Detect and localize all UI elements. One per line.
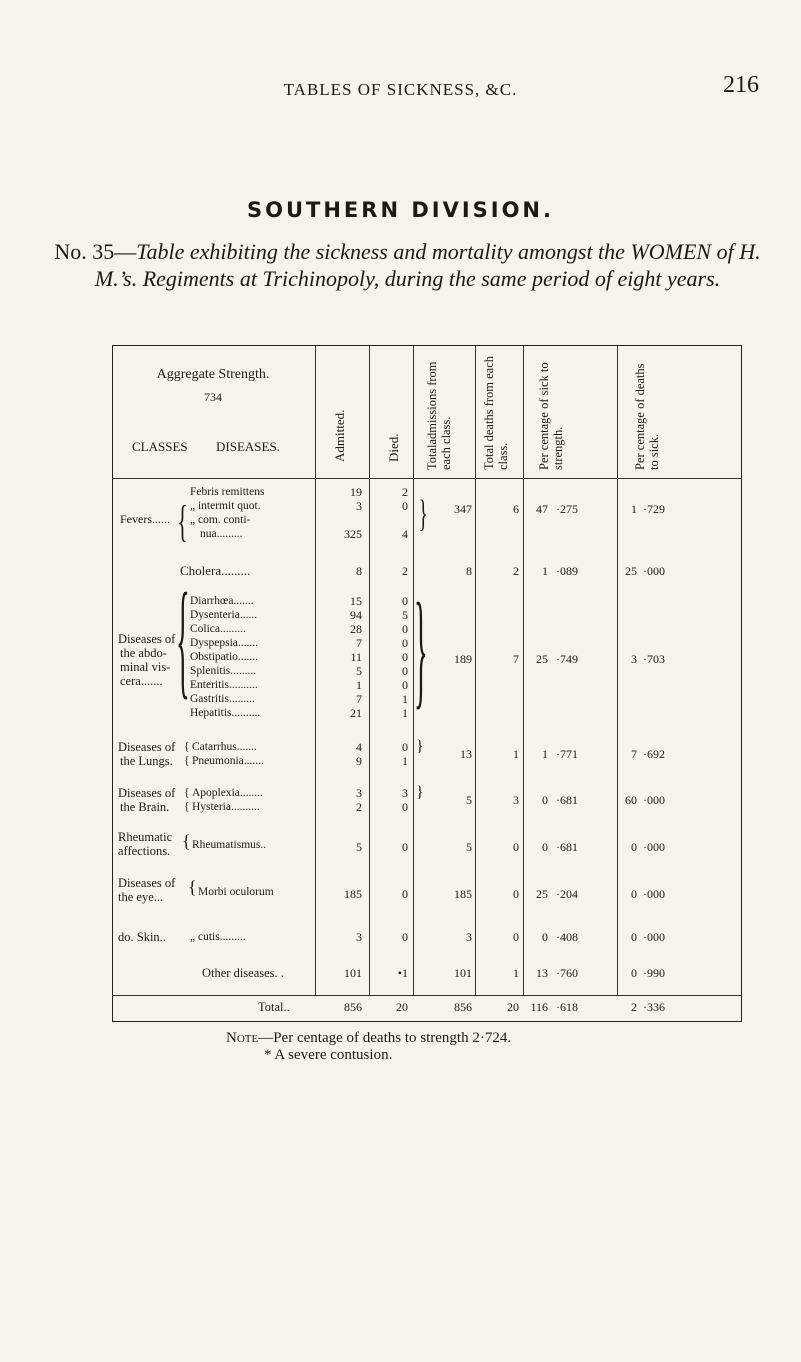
- brace: }: [416, 784, 424, 801]
- pct-deaths-dec: ·000: [643, 930, 665, 944]
- header-rule: [113, 478, 741, 479]
- class-label: the Brain.: [120, 800, 170, 814]
- died: 0: [402, 499, 408, 513]
- died: 4: [402, 527, 408, 541]
- disease: Splenitis.........: [190, 665, 257, 677]
- pct-deaths-dec: ·692: [643, 747, 665, 761]
- brace: {: [177, 497, 188, 546]
- total-admissions: 8: [466, 564, 472, 578]
- note-text: —Per centage of deaths to strength 2·724.: [258, 1030, 512, 1046]
- total-admissions: 5: [466, 840, 472, 854]
- admitted: 94: [350, 608, 362, 622]
- died: 0: [402, 740, 408, 754]
- brace: }: [416, 738, 424, 755]
- brace: {: [176, 567, 190, 711]
- header-total-deaths: Total deaths from each class.: [482, 355, 510, 470]
- total-deaths: 2: [513, 564, 519, 578]
- admitted: 2: [356, 800, 362, 814]
- admitted: 7: [356, 692, 362, 706]
- pct-deaths-int: 7: [631, 747, 637, 761]
- class-label: do. Skin..: [118, 930, 166, 944]
- pct-sick-dec: ·681: [556, 793, 578, 807]
- pct-sick-dec: ·275: [556, 502, 578, 516]
- died: 0: [402, 840, 408, 854]
- total-deaths: 0: [513, 840, 519, 854]
- pct-sick-int: 13: [536, 966, 548, 980]
- class-label: minal vis-: [120, 660, 171, 674]
- class-label: the eye...: [118, 890, 164, 904]
- header-strength: 734: [204, 390, 222, 404]
- class-label: the abdo-: [120, 646, 167, 660]
- admitted: 5: [356, 840, 362, 854]
- disease: Rheumatismus..: [192, 839, 267, 851]
- pct-sick-int: 1: [542, 747, 548, 761]
- class-label: Cholera.........: [180, 563, 251, 578]
- pct-sick-int: 1: [542, 564, 548, 578]
- pct-sick-dec: ·681: [556, 840, 578, 854]
- disease: „ com. conti-: [190, 514, 251, 526]
- total-admissions: 347: [454, 502, 472, 516]
- brace: {: [188, 877, 197, 897]
- total-deaths: 6: [513, 502, 519, 516]
- disease: Apoplexia........: [192, 787, 263, 799]
- running-head: TABLES OF SICKNESS, &C.: [283, 80, 518, 99]
- brace: {: [184, 787, 190, 799]
- total-admissions: 856: [454, 1000, 472, 1014]
- header-pct-sick: Per centage of sick to strength.: [537, 362, 565, 470]
- pct-deaths-dec: ·336: [643, 1000, 665, 1014]
- class-label: Rheumatic: [118, 830, 173, 844]
- died: 0: [402, 678, 408, 692]
- disease: Colica.........: [190, 623, 246, 635]
- total-admissions: 13: [460, 747, 472, 761]
- brace: {: [184, 801, 190, 813]
- caption-text: Table exhibiting the sickness and mortality amongst the WOMEN of H. M.’s. Regiments at Trichinopoly, during the same period of eight years.: [94, 239, 761, 291]
- class-label: Diseases of: [118, 632, 176, 646]
- died: •1: [397, 966, 408, 980]
- admitted: 3: [356, 499, 362, 513]
- pct-deaths-int: 2: [631, 1000, 637, 1014]
- pct-deaths-dec: ·703: [643, 652, 665, 666]
- disease: Dysenteria......: [190, 609, 258, 621]
- disease: Diarrhœa.......: [190, 595, 254, 607]
- pct-sick-dec: ·408: [556, 930, 578, 944]
- division-heading: SOUTHERN DIVISION.: [247, 198, 554, 222]
- disease: Hepatitis..........: [190, 707, 261, 719]
- died: 20: [396, 1000, 408, 1014]
- died: 0: [402, 930, 408, 944]
- header-died: Died.: [386, 433, 401, 462]
- class-label: Other diseases. .: [202, 966, 284, 980]
- class-label: Diseases of: [118, 876, 176, 890]
- admitted: 1: [356, 678, 362, 692]
- admitted: 19: [350, 485, 362, 499]
- disease: Catarrhus.......: [192, 741, 257, 753]
- total-admissions: 185: [454, 887, 472, 901]
- class-label: affections.: [118, 844, 171, 858]
- total-deaths: 20: [507, 1000, 519, 1014]
- total-label: Total..: [258, 1000, 290, 1014]
- pct-sick-int: 25: [536, 887, 548, 901]
- died: 0: [402, 887, 408, 901]
- disease: nua.........: [200, 528, 243, 540]
- died: 2: [402, 564, 408, 578]
- disease: Febris remittens: [190, 486, 265, 498]
- died: 0: [402, 664, 408, 678]
- total-deaths: 7: [513, 652, 519, 666]
- class-label: Fevers......: [120, 512, 170, 526]
- pct-deaths-int: 0: [631, 930, 637, 944]
- disease: „ intermit quot.: [190, 500, 261, 512]
- pct-deaths-int: 1: [631, 502, 637, 516]
- pct-sick-int: 0: [542, 930, 548, 944]
- disease: Obstipatio.......: [190, 651, 259, 663]
- pct-sick-dec: ·618: [556, 1000, 578, 1014]
- pct-deaths-int: 0: [631, 840, 637, 854]
- total-admissions: 101: [454, 966, 472, 980]
- disease: Pneumonia.......: [192, 755, 264, 767]
- brace: {: [184, 741, 190, 753]
- header-pct-deaths: Per centage of deaths to sick.: [633, 363, 661, 470]
- died: 0: [402, 594, 408, 608]
- died: 0: [402, 636, 408, 650]
- total-admissions: 3: [466, 930, 472, 944]
- disease: Enteritis..........: [190, 679, 258, 691]
- total-admissions: 189: [454, 652, 472, 666]
- disease: Dyspepsia.......: [190, 637, 259, 649]
- pct-sick-int: 25: [536, 652, 548, 666]
- disease: „ cutis.........: [190, 931, 246, 943]
- total-deaths: 1: [513, 747, 519, 761]
- header-diseases: DISEASES.: [216, 439, 280, 454]
- class-label: Diseases of: [118, 740, 176, 754]
- header-classes: CLASSES: [132, 439, 188, 454]
- pct-sick-int: 0: [542, 793, 548, 807]
- admitted: 8: [356, 564, 362, 578]
- admitted: 185: [344, 887, 362, 901]
- pct-sick-dec: ·089: [556, 564, 578, 578]
- pct-deaths-dec: ·000: [643, 840, 665, 854]
- admitted: 9: [356, 754, 362, 768]
- caption-number: No. 35—: [54, 239, 137, 264]
- admitted: 3: [356, 786, 362, 800]
- pct-deaths-dec: ·729: [643, 502, 665, 516]
- died: 0: [402, 622, 408, 636]
- died: 0: [402, 650, 408, 664]
- died: 2: [402, 485, 408, 499]
- admitted: 3: [356, 930, 362, 944]
- pct-deaths-dec: ·000: [643, 887, 665, 901]
- admitted: 21: [350, 706, 362, 720]
- pct-deaths-int: 0: [631, 966, 637, 980]
- brace: {: [184, 755, 190, 767]
- disease: Gastritis.........: [190, 693, 255, 705]
- brace: }: [414, 577, 428, 721]
- died: 1: [402, 692, 408, 706]
- total-deaths: 0: [513, 930, 519, 944]
- page-number: 216: [723, 72, 759, 98]
- disease: Morbi oculorum: [198, 886, 274, 898]
- admitted: 28: [350, 622, 362, 636]
- table-caption: [40, 238, 775, 292]
- pct-deaths-int: 60: [625, 793, 637, 807]
- disease: Hysteria..........: [192, 801, 260, 813]
- pct-deaths-dec: ·990: [643, 966, 665, 980]
- brace: }: [418, 493, 428, 535]
- header-total-admissions: Totaladmissions from each class.: [425, 361, 453, 470]
- pct-sick-dec: ·760: [556, 966, 578, 980]
- total-rule: [113, 995, 741, 996]
- percentage-note: [226, 1030, 511, 1047]
- admitted: 856: [344, 1000, 362, 1014]
- admitted: 11: [350, 650, 362, 664]
- died: 3: [402, 786, 408, 800]
- died: 5: [402, 608, 408, 622]
- total-admissions: 5: [466, 793, 472, 807]
- pct-sick-dec: ·204: [556, 887, 578, 901]
- pct-sick-dec: ·771: [556, 747, 578, 761]
- admitted: 5: [356, 664, 362, 678]
- pct-deaths-int: 3: [631, 652, 637, 666]
- pct-deaths-int: 0: [631, 887, 637, 901]
- admitted: 15: [350, 594, 362, 608]
- table-notes: [226, 1030, 511, 1064]
- admitted: 325: [344, 527, 362, 541]
- pct-sick-int: 116: [530, 1000, 548, 1014]
- total-deaths: 1: [513, 966, 519, 980]
- class-label: Diseases of: [118, 786, 176, 800]
- footnote: * A severe contusion.: [264, 1047, 393, 1063]
- pct-sick-dec: ·749: [556, 652, 578, 666]
- admitted: 4: [356, 740, 362, 754]
- admitted: 101: [344, 966, 362, 980]
- pct-sick-int: 47: [536, 502, 548, 516]
- died: 1: [402, 754, 408, 768]
- note-label: Note: [226, 1030, 259, 1046]
- header-aggregate: Aggregate Strength.: [156, 367, 270, 382]
- header-admitted: Admitted.: [332, 409, 347, 462]
- died: 0: [402, 800, 408, 814]
- pct-deaths-dec: ·000: [643, 564, 665, 578]
- admitted: 7: [356, 636, 362, 650]
- total-deaths: 0: [513, 887, 519, 901]
- pct-deaths-int: 25: [625, 564, 637, 578]
- died: 1: [402, 706, 408, 720]
- class-label: cera.......: [120, 674, 163, 688]
- brace: {: [182, 831, 191, 851]
- pct-sick-int: 0: [542, 840, 548, 854]
- pct-deaths-dec: ·000: [643, 793, 665, 807]
- class-label: the Lungs.: [120, 754, 173, 768]
- total-deaths: 3: [513, 793, 519, 807]
